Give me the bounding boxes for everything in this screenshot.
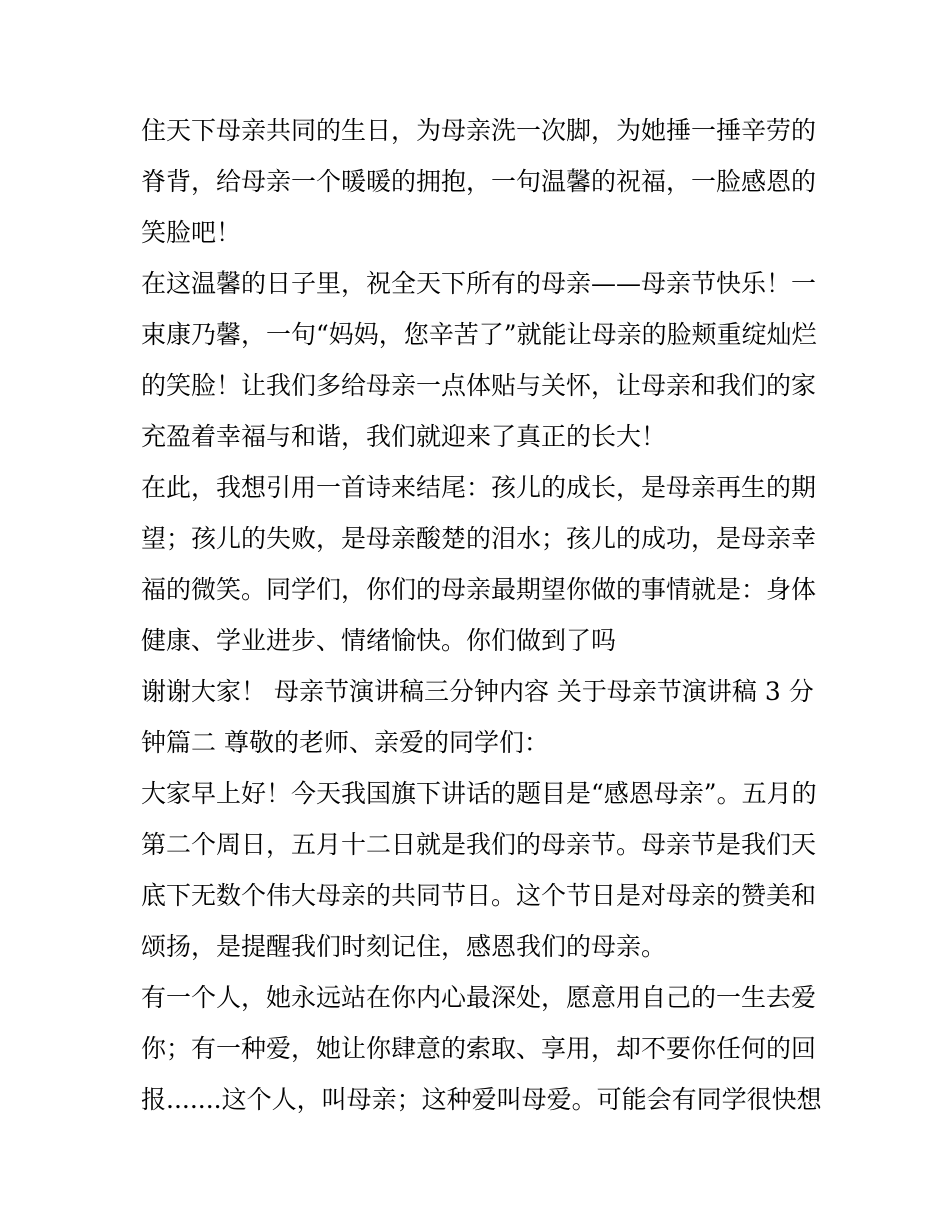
text-line: 充盈着幸福与和谐，我们就迎来了真正的长大！ bbox=[141, 422, 667, 451]
text-line: 颂扬，是提醒我们时刻记住，感恩我们的母亲。 bbox=[141, 932, 667, 961]
text-line: 你；有一种爱，她让你肆意的索取、享用，却不要你任何的回 bbox=[141, 1034, 817, 1063]
text-line: 笑脸吧！ bbox=[141, 218, 242, 247]
text-line: 钟篇二 尊敬的老师、亲爱的同学们： bbox=[141, 728, 549, 757]
text-line: 第二个周日，五月十二日就是我们的母亲节。母亲节是我们天 bbox=[141, 830, 817, 859]
text-line: 福的微笑。同学们，你们的母亲最期望你做的事情就是：身体 bbox=[141, 575, 817, 604]
text-line: 在此，我想引用一首诗来结尾：孩儿的成长，是母亲再生的期 bbox=[141, 473, 817, 502]
text-line: 谢谢大家！ 母亲节演讲稿三分钟内容 关于母亲节演讲稿 3 分 bbox=[141, 677, 814, 706]
text-line: 有一个人，她永远站在你内心最深处，愿意用自己的一生去爱 bbox=[141, 983, 817, 1012]
text-line: 健康、学业进步、情绪愉快。你们做到了吗 bbox=[141, 626, 617, 655]
text-line: 在这温馨的日子里，祝全天下所有的母亲——母亲节快乐！一 bbox=[141, 269, 817, 298]
text-line: 望；孩儿的失败，是母亲酸楚的泪水；孩儿的成功，是母亲幸 bbox=[141, 524, 817, 553]
text-line: 底下无数个伟大母亲的共同节日。这个节日是对母亲的赞美和 bbox=[141, 881, 817, 910]
text-line: 的笑脸！让我们多给母亲一点体贴与关怀，让母亲和我们的家 bbox=[141, 371, 817, 400]
document-body bbox=[141, 105, 821, 1125]
text-line: 大家早上好！今天我国旗下讲话的题目是“感恩母亲”。五月的 bbox=[141, 779, 817, 808]
text-line: 脊背，给母亲一个暖暖的拥抱，一句温馨的祝福，一脸感恩的 bbox=[141, 167, 817, 196]
text-line: 束康乃馨，一句“妈妈，您辛苦了”就能让母亲的脸颊重绽灿烂 bbox=[141, 320, 817, 349]
text-line: 报.......这个人，叫母亲；这种爱叫母爱。可能会有同学很快想 bbox=[141, 1085, 822, 1114]
text-line: 住天下母亲共同的生日，为母亲洗一次脚，为她捶一捶辛劳的 bbox=[141, 116, 817, 145]
